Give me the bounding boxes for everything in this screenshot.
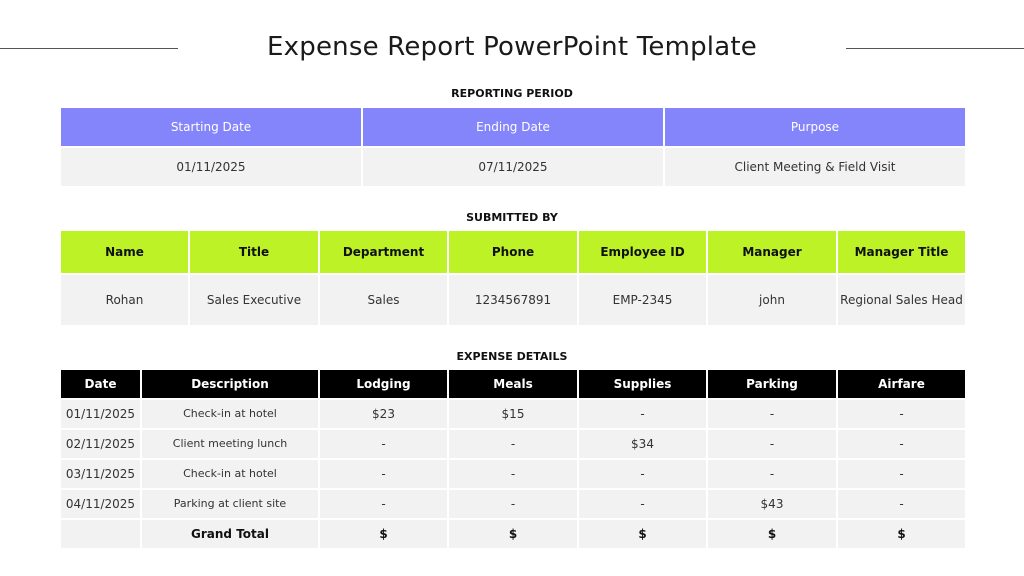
description-cell: Client meeting lunch xyxy=(141,429,319,459)
submitted-by-table xyxy=(59,229,967,327)
supplies-cell: - xyxy=(578,399,707,429)
description-cell: Check-in at hotel xyxy=(141,399,319,429)
supplies-cell: - xyxy=(578,489,707,519)
reporting-period-table xyxy=(59,106,967,188)
header-ending-date: Ending Date xyxy=(362,107,664,147)
reporting-period-label: REPORTING PERIOD xyxy=(451,87,573,100)
parking-cell: - xyxy=(707,429,837,459)
submitted-by-value-row xyxy=(60,274,966,326)
meals-cell: - xyxy=(448,489,578,519)
header-airfare: Airfare xyxy=(837,369,966,399)
total-airfare-cell: $ xyxy=(837,519,966,549)
grand-total-row xyxy=(60,519,966,549)
name-value: Rohan xyxy=(60,274,189,326)
header-employee-id: Employee ID xyxy=(578,230,707,274)
airfare-cell: - xyxy=(837,429,966,459)
expense-details-table xyxy=(59,368,967,550)
parking-cell: - xyxy=(707,399,837,429)
grand-total-label: Grand Total xyxy=(141,519,319,549)
header-date: Date xyxy=(60,369,141,399)
header-starting-date: Starting Date xyxy=(60,107,362,147)
table-row xyxy=(60,489,966,519)
manager-title-value: Regional Sales Head xyxy=(837,274,966,326)
submitted-by-label: SUBMITTED BY xyxy=(466,211,558,224)
header-phone: Phone xyxy=(448,230,578,274)
table-row xyxy=(60,459,966,489)
total-lodging-cell: $ xyxy=(319,519,448,549)
date-cell: 01/11/2025 xyxy=(60,399,141,429)
meals-cell: $15 xyxy=(448,399,578,429)
parking-cell: $43 xyxy=(707,489,837,519)
title-row xyxy=(0,28,1024,72)
expense-header-row xyxy=(60,369,966,399)
date-cell: 02/11/2025 xyxy=(60,429,141,459)
airfare-cell: - xyxy=(837,399,966,429)
lodging-cell: - xyxy=(319,489,448,519)
description-cell: Parking at client site xyxy=(141,489,319,519)
table-row xyxy=(60,429,966,459)
meals-cell: - xyxy=(448,429,578,459)
meals-cell: - xyxy=(448,459,578,489)
ending-date-value: 07/11/2025 xyxy=(362,147,664,187)
submitted-by-header-row xyxy=(60,230,966,274)
employee-id-value: EMP-2345 xyxy=(578,274,707,326)
title-value: Sales Executive xyxy=(189,274,319,326)
department-value: Sales xyxy=(319,274,448,326)
reporting-period-header-row xyxy=(60,107,966,147)
reporting-period-value-row xyxy=(60,147,966,187)
supplies-cell: $34 xyxy=(578,429,707,459)
header-department: Department xyxy=(319,230,448,274)
date-cell: 03/11/2025 xyxy=(60,459,141,489)
lodging-cell: - xyxy=(319,429,448,459)
header-purpose: Purpose xyxy=(664,107,966,147)
description-cell: Check-in at hotel xyxy=(141,459,319,489)
total-meals-cell: $ xyxy=(448,519,578,549)
starting-date-value: 01/11/2025 xyxy=(60,147,362,187)
total-supplies-cell: $ xyxy=(578,519,707,549)
header-manager-title: Manager Title xyxy=(837,230,966,274)
total-date-cell xyxy=(60,519,141,549)
header-name: Name xyxy=(60,230,189,274)
date-cell: 04/11/2025 xyxy=(60,489,141,519)
expense-details-label: EXPENSE DETAILS xyxy=(456,350,568,363)
table-row xyxy=(60,399,966,429)
lodging-cell: - xyxy=(319,459,448,489)
header-parking: Parking xyxy=(707,369,837,399)
lodging-cell: $23 xyxy=(319,399,448,429)
airfare-cell: - xyxy=(837,459,966,489)
parking-cell: - xyxy=(707,459,837,489)
manager-value: john xyxy=(707,274,837,326)
header-title: Title xyxy=(189,230,319,274)
header-supplies: Supplies xyxy=(578,369,707,399)
purpose-value: Client Meeting & Field Visit xyxy=(664,147,966,187)
phone-value: 1234567891 xyxy=(448,274,578,326)
header-manager: Manager xyxy=(707,230,837,274)
supplies-cell: - xyxy=(578,459,707,489)
header-lodging: Lodging xyxy=(319,369,448,399)
header-description: Description xyxy=(141,369,319,399)
title-divider-right xyxy=(846,48,1024,49)
total-parking-cell: $ xyxy=(707,519,837,549)
page-title: Expense Report PowerPoint Template xyxy=(267,32,757,62)
airfare-cell: - xyxy=(837,489,966,519)
header-meals: Meals xyxy=(448,369,578,399)
